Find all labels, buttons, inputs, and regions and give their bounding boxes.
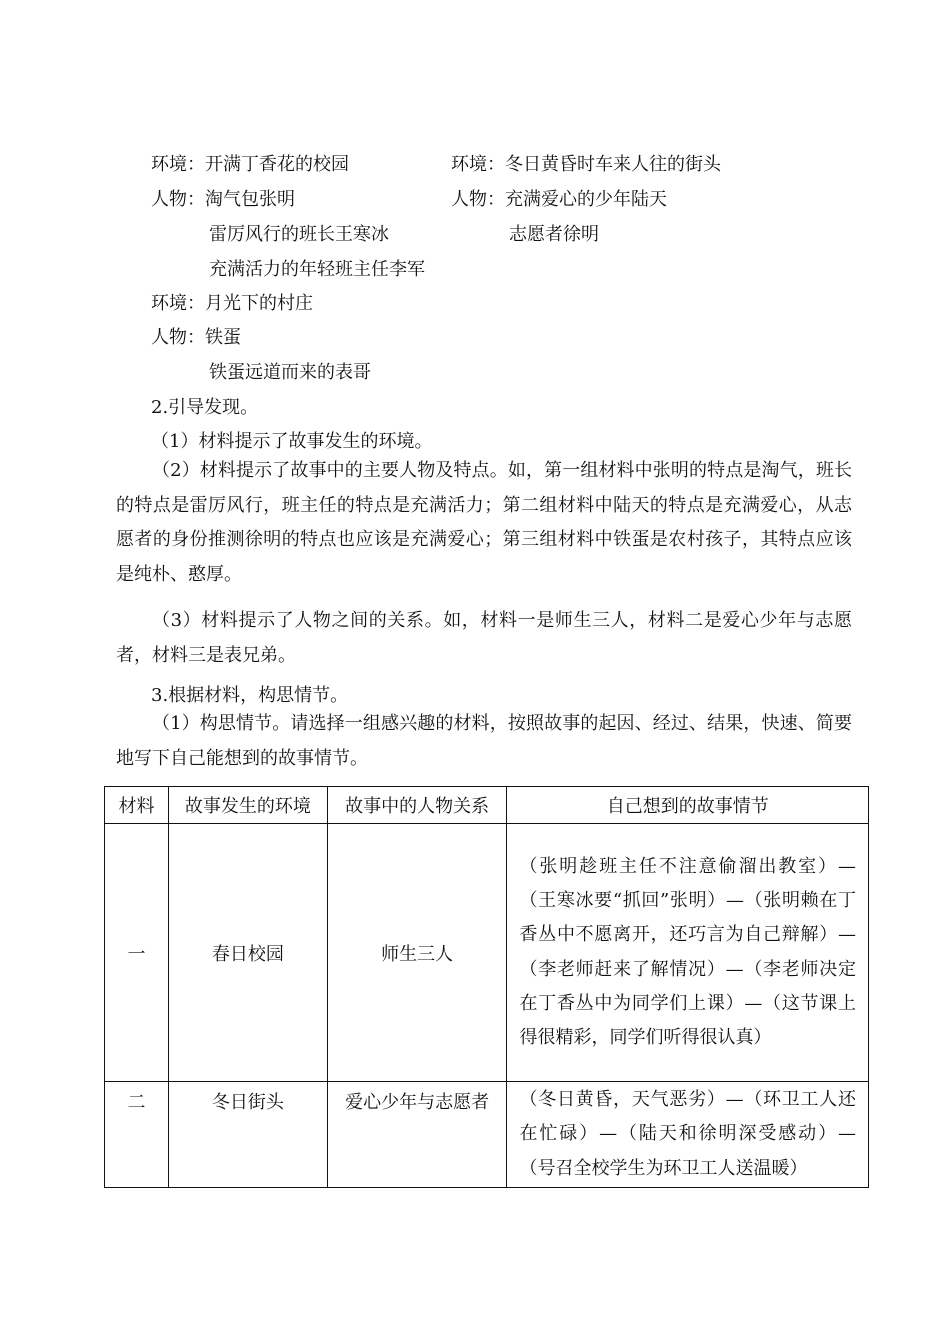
cell-relation: 师生三人 — [327, 824, 507, 1082]
cell-relation: 爱心少年与志愿者 — [327, 1082, 507, 1188]
cell-plot: （冬日黄昏，天气恶劣）—（环卫工人还在忙碌）—（陆天和徐明深受感动）—（号召全校学生为环卫工人送温暖） — [507, 1082, 869, 1188]
material2-character-1: 人物：充满爱心的少年陆天 — [451, 189, 667, 210]
cell-environment: 冬日街头 — [168, 1082, 327, 1188]
section3-heading: 3.根据材料，构思情节。 — [151, 685, 349, 706]
table-row — [105, 1082, 869, 1188]
material1-character-1: 人物：淘气包张明 — [151, 189, 295, 210]
material1-character-2: 雷厉风行的班长王寒冰 — [209, 224, 389, 245]
header-material: 材料 — [105, 787, 169, 824]
table-row — [105, 824, 869, 1082]
section2-heading: 2.引导发现。 — [151, 397, 259, 418]
plot-table — [104, 786, 869, 1188]
material3-character-2: 铁蛋远道而来的表哥 — [209, 362, 371, 383]
cell-plot: （张明趁班主任不注意偷溜出教室）—（王寒冰要“抓回”张明）—（张明赖在丁香丛中不愿离开，还巧言为自己辩解）—（李老师赶来了解情况）—（李老师决定在丁香丛中为同学们上课）—（这节课上得很精彩，同学们听得很认真） — [507, 824, 869, 1082]
header-relation: 故事中的人物关系 — [327, 787, 507, 824]
section2-point-3: （3）材料提示了人物之间的关系。如，材料一是师生三人，材料二是爱心少年与志愿者，材料三是表兄弟。 — [116, 610, 852, 666]
header-environment: 故事发生的环境 — [168, 787, 327, 824]
section2-point-1: （1）材料提示了故事发生的环境。 — [151, 431, 433, 452]
table-header-row — [105, 787, 869, 824]
material3-character-1: 人物：铁蛋 — [151, 327, 241, 348]
cell-environment: 春日校园 — [168, 824, 327, 1082]
material2-environment: 环境：冬日黄昏时车来人往的街头 — [451, 154, 721, 175]
material1-character-3: 充满活力的年轻班主任李军 — [209, 259, 425, 280]
material2-character-2: 志愿者徐明 — [509, 224, 599, 245]
material1-environment: 环境：开满丁香花的校园 — [151, 154, 349, 175]
cell-material: 二 — [105, 1082, 169, 1188]
material3-environment: 环境：月光下的村庄 — [151, 293, 313, 314]
cell-material: 一 — [105, 824, 169, 1082]
section2-point-2: （2）材料提示了故事中的主要人物及特点。如，第一组材料中张明的特点是淘气，班长的特点是雷厉风行，班主任的特点是充满活力；第二组材料中陆天的特点是充满爱心，从志愿者的身份推测徐明的特点也应该是充满爱心；第三组材料中铁蛋是农村孩子，其特点应该是纯朴、憨厚。 — [116, 460, 852, 585]
section3-point-1: （1）构思情节。请选择一组感兴趣的材料，按照故事的起因、经过、结果，快速、简要地写下自己能想到的故事情节。 — [116, 713, 852, 769]
header-plot: 自己想到的故事情节 — [507, 787, 869, 824]
